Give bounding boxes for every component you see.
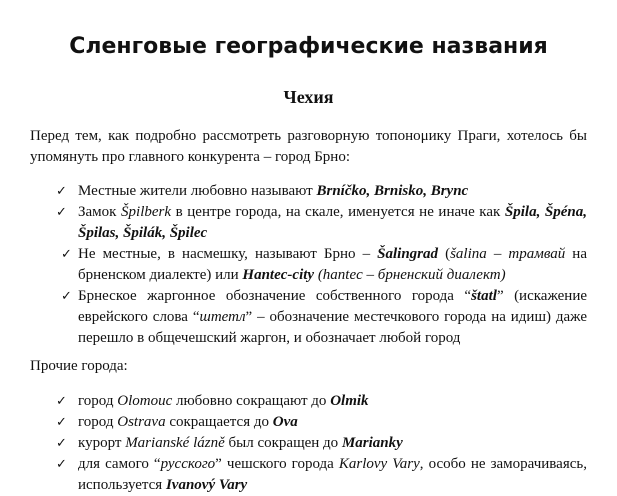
list-item xyxy=(0,202,587,244)
item-text: в центре города, на скале, именуется не иначе как xyxy=(171,204,505,220)
checkmark-icon: ✓ xyxy=(61,289,72,304)
slang-names: Marianky xyxy=(341,435,403,451)
item-text: Не местные, в насмешку, называют Брно – xyxy=(78,246,378,262)
checkmark-icon: ✓ xyxy=(56,394,67,409)
place-name: Ostrava xyxy=(117,414,166,430)
item-text: ” (искажение еврейского слова “ xyxy=(78,288,588,325)
item-text: любовно сокращают до xyxy=(172,393,331,409)
item-text: ( xyxy=(438,246,451,262)
slang-names: Ova xyxy=(272,414,298,430)
item-text: Замок xyxy=(78,204,122,220)
place-name: Karlovy Vary xyxy=(338,456,420,472)
checkmark-icon: ✓ xyxy=(56,457,67,472)
slang-names: Ivanový Vary xyxy=(165,477,248,493)
item-text: для самого “ xyxy=(78,456,161,472)
checkmark-icon: ✓ xyxy=(56,436,67,451)
place-name: Olomouc xyxy=(117,393,173,409)
item-text: был сокращен до xyxy=(224,435,342,451)
item-text: курорт xyxy=(78,435,126,451)
list-item xyxy=(0,454,587,496)
checkmark-icon: ✓ xyxy=(61,247,72,262)
place-name: (hantec – брненский диалект) xyxy=(314,267,506,283)
intro-paragraph: Перед тем, как подробно рассмотреть разговорную топонομику Праги, хотелось бы упомянуть про главного конкурента – город Брно: xyxy=(30,128,587,165)
section-heading: Чехия xyxy=(283,87,334,107)
item-text: на брненском диалекте) или xyxy=(78,246,587,283)
list-item xyxy=(0,412,587,433)
place-name: Marianské lázně xyxy=(125,435,225,451)
place-name: русского xyxy=(160,456,216,472)
list-item xyxy=(0,286,587,349)
slang-names: Hantec-city xyxy=(242,267,315,283)
list-item xyxy=(0,433,587,454)
slang-names: Brníčko, Brnisko, Brync xyxy=(316,183,469,199)
item-text: , особо не заморачиваясь, используется xyxy=(78,456,587,493)
item-text: Брнеское жаргонное обозначение собственного города “ xyxy=(78,288,472,304)
item-text: город xyxy=(78,393,118,409)
item-text: ” – обозначение местечкового города на идиш) даже перешло в общечешский жаргон, и обозначает любой город xyxy=(78,309,588,346)
checkmark-icon: ✓ xyxy=(56,415,67,430)
other-cities-heading: Прочие города: xyxy=(30,358,128,374)
slang-names: Olmik xyxy=(330,393,369,409)
place-name: Špilberk xyxy=(121,204,172,220)
slang-names: Špila, Špéna, Špilas, Špilák, Špilec xyxy=(78,204,587,241)
document-title: Сленговые географические названия xyxy=(69,34,548,59)
item-text: Местные жители любовно называют xyxy=(78,183,317,199)
other-cities-list xyxy=(0,391,617,496)
checkmark-icon: ✓ xyxy=(56,184,67,199)
place-name: šalina – трамвай xyxy=(450,246,566,262)
list-item xyxy=(0,181,587,202)
slang-names: Šalingrad xyxy=(377,246,439,262)
item-text: ” чешского города xyxy=(215,456,339,472)
slang-names: štatl xyxy=(471,288,497,304)
place-name: штетл xyxy=(199,309,246,325)
list-item xyxy=(0,244,587,286)
list-item xyxy=(0,391,587,412)
item-text: сокращается до xyxy=(165,414,273,430)
brno-names-list xyxy=(0,181,617,349)
item-text: город xyxy=(78,414,118,430)
checkmark-icon: ✓ xyxy=(56,205,67,220)
